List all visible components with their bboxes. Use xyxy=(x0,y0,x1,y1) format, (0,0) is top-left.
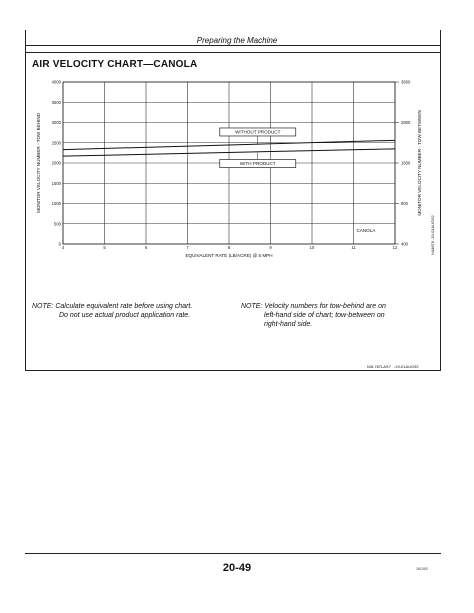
note-right-line1: NOTE: Velocity numbers for tow-behind are on xyxy=(241,303,386,310)
side-code xyxy=(430,241,435,255)
x-tick-label: 6 xyxy=(144,245,148,250)
x-tick-label: 12 xyxy=(392,245,398,250)
crop-label: CANOLA xyxy=(356,227,376,233)
series-label: WITHOUT PRODUCT xyxy=(235,129,281,135)
y-left-tick-label: 2000 xyxy=(51,160,61,166)
y-right-axis-title: MONITOR VELOCITY NUMBER - TOW BETWEEN xyxy=(417,110,422,216)
x-tick-label: 10 xyxy=(309,245,315,250)
y-right-tick-label: 800 xyxy=(401,201,408,206)
y-left-tick-label: 1000 xyxy=(51,201,61,206)
y-right-tick-label: 1600 xyxy=(401,160,411,166)
y-left-tick-label: 2500 xyxy=(51,140,61,146)
note-right-line2: left-hand side of chart; tow-between on xyxy=(264,312,385,319)
page-footer-code: 161093 xyxy=(416,567,428,571)
series-label: WITH PRODUCT xyxy=(239,161,276,167)
page-number: 20-49 xyxy=(222,562,252,574)
x-tick-label: 4 xyxy=(61,245,65,250)
x-axis-title: EQUIVALENT RATE (LB/ACRE) @ 5 MPH xyxy=(185,253,273,258)
y-left-tick-label: 1500 xyxy=(51,180,61,186)
note-left xyxy=(32,302,232,320)
figure-footer-date-text: -19-01AUG92 xyxy=(393,364,419,369)
left-margin-rule xyxy=(25,30,26,52)
note-right xyxy=(241,302,436,329)
y-left-tick-label: 500 xyxy=(54,221,61,227)
x-tick-label: 5 xyxy=(103,245,106,250)
right-margin-rule xyxy=(440,30,441,52)
figure-footer-code xyxy=(367,364,419,369)
y-left-tick-label: 3500 xyxy=(51,99,61,105)
x-tick-label: 9 xyxy=(269,245,272,250)
section-title: Preparing the Machine xyxy=(196,36,278,45)
side-date xyxy=(430,215,435,240)
x-tick-label: 11 xyxy=(351,245,356,250)
chart-area xyxy=(25,72,441,272)
y-left-tick-label: 4000 xyxy=(51,79,61,85)
header-rule xyxy=(25,45,441,46)
note-left-line2: Do not use actual product application rate. xyxy=(59,312,191,319)
y-left-tick-label: 3000 xyxy=(51,120,61,125)
y-right-tick-label: 3600 xyxy=(401,79,411,85)
y-right-tick-label: 2800 xyxy=(401,120,411,125)
side-date-text: -19-01AUG92 xyxy=(430,215,435,240)
chart-title: AIR VELOCITY CHART—CANOLA xyxy=(32,59,198,70)
x-tick-label: 7 xyxy=(186,245,189,250)
figure-footer-code-text: N3L787LAS7 xyxy=(367,364,391,369)
page-bottom-rule xyxy=(25,553,441,554)
x-tick-label: 8 xyxy=(227,245,231,250)
note-left-line1: NOTE: Calculate equivalent rate before using chart. xyxy=(32,303,193,310)
side-code-text: N44876 xyxy=(430,240,435,255)
note-right-line3: right-hand side. xyxy=(264,321,313,328)
y-left-tick-label: 0 xyxy=(58,241,61,247)
y-left-axis-title: MONITOR VELOCITY NUMBER - TOW BEHIND xyxy=(36,113,41,213)
y-right-tick-label: 400 xyxy=(401,241,408,247)
